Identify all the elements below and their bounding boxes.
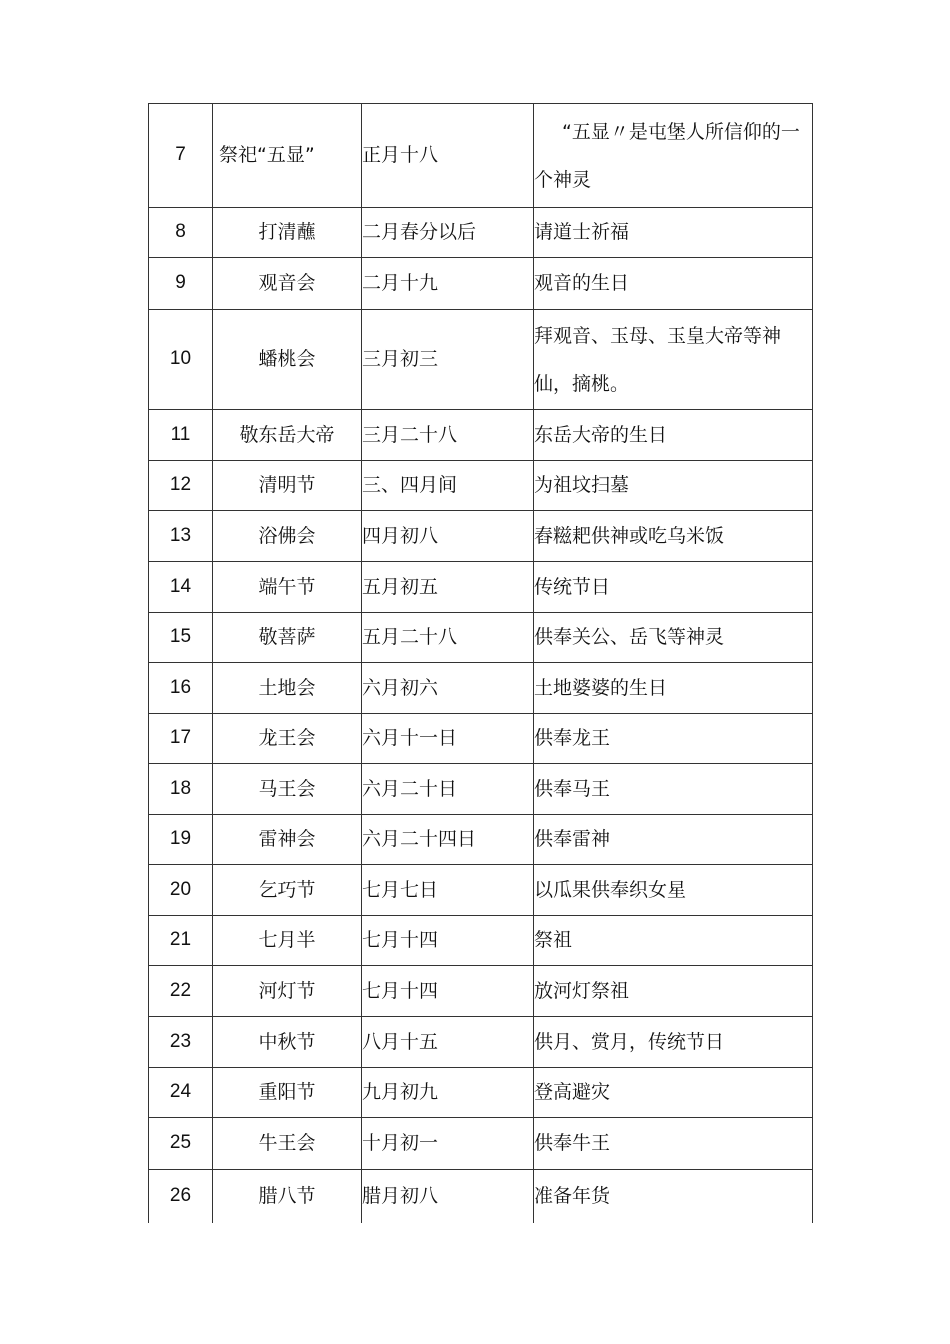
festival-date: 三、四月间 bbox=[362, 461, 534, 511]
table-row bbox=[149, 916, 813, 966]
festival-name: 乞巧节 bbox=[213, 865, 362, 916]
festival-description: 土地婆婆的生日 bbox=[534, 663, 813, 714]
festival-date: 七月十四 bbox=[362, 966, 534, 1017]
festival-name: 端午节 bbox=[213, 562, 362, 613]
festival-date: 九月初九 bbox=[362, 1068, 534, 1118]
table-row bbox=[149, 461, 813, 511]
festival-date: 正月十八 bbox=[362, 104, 534, 208]
festival-description: 观音的生日 bbox=[534, 258, 813, 310]
festival-date: 六月初六 bbox=[362, 663, 534, 714]
table-row bbox=[149, 208, 813, 258]
festival-name: 重阳节 bbox=[213, 1068, 362, 1118]
table-row bbox=[149, 613, 813, 663]
table-row bbox=[149, 104, 813, 208]
festival-description: 准备年货 bbox=[534, 1170, 813, 1223]
festival-table-body bbox=[149, 104, 813, 1223]
festival-date: 六月二十日 bbox=[362, 764, 534, 815]
table-row bbox=[149, 764, 813, 815]
festival-description: 放河灯祭祖 bbox=[534, 966, 813, 1017]
festival-description: 以瓜果供奉织女星 bbox=[534, 865, 813, 916]
row-number: 15 bbox=[149, 613, 213, 663]
table-row bbox=[149, 310, 813, 410]
row-number: 8 bbox=[149, 208, 213, 258]
festival-date: 三月初三 bbox=[362, 310, 534, 410]
row-number: 25 bbox=[149, 1118, 213, 1170]
table-row bbox=[149, 1170, 813, 1223]
festival-description-text: “五显〃是屯堡人所信仰的一个神灵 bbox=[534, 120, 800, 191]
festival-description: 为祖坟扫墓 bbox=[534, 461, 813, 511]
festival-description: 请道士祈福 bbox=[534, 208, 813, 258]
festival-name: 中秋节 bbox=[213, 1017, 362, 1068]
festival-date: 二月春分以后 bbox=[362, 208, 534, 258]
festival-description: 舂糍耙供神或吃乌米饭 bbox=[534, 511, 813, 562]
festival-description: 东岳大帝的生日 bbox=[534, 410, 813, 461]
row-number: 18 bbox=[149, 764, 213, 815]
row-number: 16 bbox=[149, 663, 213, 714]
festival-name: 祭祀“五显” bbox=[213, 104, 362, 208]
festival-description: 供奉龙王 bbox=[534, 714, 813, 764]
festival-name: 蟠桃会 bbox=[213, 310, 362, 410]
table-row bbox=[149, 865, 813, 916]
festival-name: 河灯节 bbox=[213, 966, 362, 1017]
table-row bbox=[149, 1118, 813, 1170]
festival-date: 十月初一 bbox=[362, 1118, 534, 1170]
festival-date: 七月七日 bbox=[362, 865, 534, 916]
festival-name: 龙王会 bbox=[213, 714, 362, 764]
festival-name: 浴佛会 bbox=[213, 511, 362, 562]
row-number: 24 bbox=[149, 1068, 213, 1118]
row-number: 19 bbox=[149, 815, 213, 865]
festival-name: 马王会 bbox=[213, 764, 362, 815]
festival-description: 供奉牛王 bbox=[534, 1118, 813, 1170]
festival-table bbox=[148, 103, 813, 1223]
table-row bbox=[149, 511, 813, 562]
festival-name: 牛王会 bbox=[213, 1118, 362, 1170]
festival-date: 五月初五 bbox=[362, 562, 534, 613]
row-number: 26 bbox=[149, 1170, 213, 1223]
table-row bbox=[149, 258, 813, 310]
table-row bbox=[149, 663, 813, 714]
table-row bbox=[149, 815, 813, 865]
table-row bbox=[149, 562, 813, 613]
festival-description: 供奉关公、岳飞等神灵 bbox=[534, 613, 813, 663]
table-row bbox=[149, 410, 813, 461]
festival-name: 雷神会 bbox=[213, 815, 362, 865]
festival-date: 五月二十八 bbox=[362, 613, 534, 663]
festival-name: 清明节 bbox=[213, 461, 362, 511]
table-row bbox=[149, 966, 813, 1017]
festival-description: 供奉雷神 bbox=[534, 815, 813, 865]
row-number: 7 bbox=[149, 104, 213, 208]
festival-description bbox=[534, 310, 813, 410]
festival-name: 观音会 bbox=[213, 258, 362, 310]
festival-description: 供奉马王 bbox=[534, 764, 813, 815]
table-row bbox=[149, 1068, 813, 1118]
festival-date: 七月十四 bbox=[362, 916, 534, 966]
row-number: 21 bbox=[149, 916, 213, 966]
row-number: 9 bbox=[149, 258, 213, 310]
festival-description: 祭祖 bbox=[534, 916, 813, 966]
festival-date: 三月二十八 bbox=[362, 410, 534, 461]
festival-date: 四月初八 bbox=[362, 511, 534, 562]
festival-name: 敬菩萨 bbox=[213, 613, 362, 663]
row-number: 22 bbox=[149, 966, 213, 1017]
festival-name: 七月半 bbox=[213, 916, 362, 966]
row-number: 14 bbox=[149, 562, 213, 613]
row-number: 10 bbox=[149, 310, 213, 410]
table-row bbox=[149, 1017, 813, 1068]
row-number: 11 bbox=[149, 410, 213, 461]
festival-description: 登高避灾 bbox=[534, 1068, 813, 1118]
festival-date: 二月十九 bbox=[362, 258, 534, 310]
festival-description-text: 拜观音、玉母、玉皇大帝等神仙，摘桃。 bbox=[534, 324, 782, 395]
festival-description: 供月、赏月，传统节日 bbox=[534, 1017, 813, 1068]
festival-name: 腊八节 bbox=[213, 1170, 362, 1223]
row-number: 17 bbox=[149, 714, 213, 764]
festival-date: 八月十五 bbox=[362, 1017, 534, 1068]
row-number: 12 bbox=[149, 461, 213, 511]
festival-name: 土地会 bbox=[213, 663, 362, 714]
festival-date: 六月十一日 bbox=[362, 714, 534, 764]
festival-date: 六月二十四日 bbox=[362, 815, 534, 865]
row-number: 20 bbox=[149, 865, 213, 916]
table-row bbox=[149, 714, 813, 764]
row-number: 13 bbox=[149, 511, 213, 562]
festival-name: 打清蘸 bbox=[213, 208, 362, 258]
festival-date: 腊月初八 bbox=[362, 1170, 534, 1223]
festival-description bbox=[534, 104, 813, 208]
row-number: 23 bbox=[149, 1017, 213, 1068]
festival-description: 传统节日 bbox=[534, 562, 813, 613]
festival-name: 敬东岳大帝 bbox=[213, 410, 362, 461]
